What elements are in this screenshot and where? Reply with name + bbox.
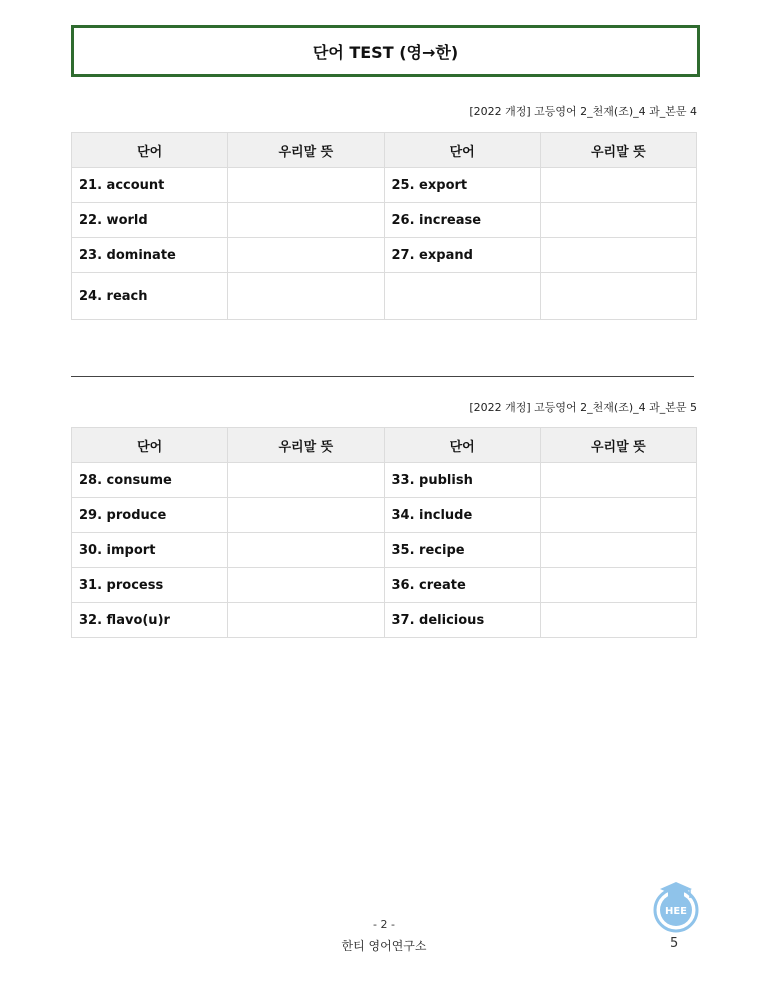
word-cell: 27. expand [384, 238, 540, 273]
meaning-answer-cell[interactable] [540, 238, 696, 273]
table-row [72, 273, 697, 320]
column-header-meaning: 우리말 뜻 [228, 428, 384, 463]
meaning-answer-cell[interactable] [540, 273, 696, 320]
meaning-answer-cell[interactable] [228, 273, 384, 320]
word-cell: 24. reach [72, 273, 228, 320]
table-row [72, 203, 697, 238]
table-header-row [72, 428, 697, 463]
word-cell: 32. flavo(u)r [72, 603, 228, 638]
page-title-text: 단어 TEST (영→한) [312, 42, 459, 62]
word-cell: 33. publish [384, 463, 540, 498]
table-header-row [72, 133, 697, 168]
meaning-answer-cell[interactable] [540, 168, 696, 203]
word-cell: 31. process [72, 568, 228, 603]
page-title [71, 25, 700, 77]
meaning-answer-cell[interactable] [228, 533, 384, 568]
meaning-answer-cell[interactable] [540, 568, 696, 603]
word-cell: 23. dominate [72, 238, 228, 273]
meaning-answer-cell[interactable] [228, 463, 384, 498]
organization-name: 한티 영어연구소 [341, 939, 427, 953]
word-cell: 34. include [384, 498, 540, 533]
meaning-answer-cell[interactable] [540, 463, 696, 498]
meaning-answer-cell[interactable] [540, 498, 696, 533]
table-row [72, 568, 697, 603]
meaning-answer-cell[interactable] [228, 568, 384, 603]
column-header-word: 단어 [72, 133, 228, 168]
section-source-1: [2022 개정] 고등영어 2_천재(조)_4 과_본문 4 [469, 105, 697, 118]
word-cell: 21. account [72, 168, 228, 203]
meaning-answer-cell[interactable] [228, 168, 384, 203]
table-row [72, 463, 697, 498]
word-cell: 37. delicious [384, 603, 540, 638]
section-divider [71, 376, 694, 377]
table-row [72, 533, 697, 568]
hee-logo-icon [648, 878, 704, 934]
column-header-word: 단어 [384, 133, 540, 168]
logo-text: HEE [664, 906, 688, 917]
word-cell: 30. import [72, 533, 228, 568]
word-cell: 28. consume [72, 463, 228, 498]
meaning-answer-cell[interactable] [540, 603, 696, 638]
column-header-meaning: 우리말 뜻 [540, 428, 696, 463]
column-header-word: 단어 [72, 428, 228, 463]
meaning-answer-cell[interactable] [540, 203, 696, 238]
meaning-answer-cell[interactable] [540, 533, 696, 568]
meaning-answer-cell[interactable] [228, 603, 384, 638]
meaning-answer-cell[interactable] [228, 203, 384, 238]
meaning-answer-cell[interactable] [228, 498, 384, 533]
corner-page-number: 5 [670, 936, 679, 951]
page-number: - 2 - [373, 918, 395, 931]
column-header-meaning: 우리말 뜻 [540, 133, 696, 168]
meaning-answer-cell[interactable] [228, 238, 384, 273]
table-row [72, 168, 697, 203]
column-header-word: 단어 [384, 428, 540, 463]
column-header-meaning: 우리말 뜻 [228, 133, 384, 168]
word-cell [384, 273, 540, 320]
table-row [72, 498, 697, 533]
word-cell: 36. create [384, 568, 540, 603]
table-row [72, 603, 697, 638]
word-cell: 29. produce [72, 498, 228, 533]
vocab-table-2 [71, 427, 697, 638]
word-cell: 35. recipe [384, 533, 540, 568]
word-cell: 26. increase [384, 203, 540, 238]
section-source-2: [2022 개정] 고등영어 2_천재(조)_4 과_본문 5 [469, 401, 697, 414]
vocab-table-1 [71, 132, 697, 320]
table-row [72, 238, 697, 273]
word-cell: 22. world [72, 203, 228, 238]
word-cell: 25. export [384, 168, 540, 203]
